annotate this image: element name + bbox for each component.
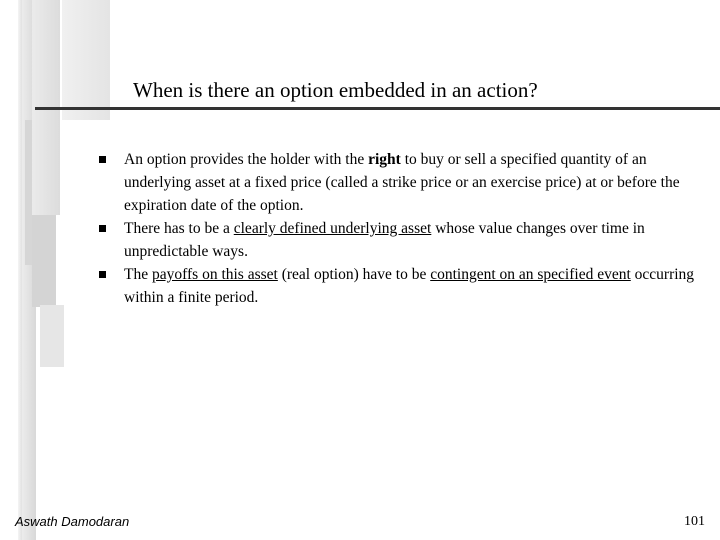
bullet-text: [124, 266, 694, 306]
bullet-item: [97, 148, 707, 217]
slide-title: When is there an option embedded in an action?: [133, 78, 538, 102]
decorative-bar: [32, 215, 56, 307]
bullet-text-segment: occurring within a finite period.: [124, 266, 695, 306]
bullet-text: [124, 220, 645, 260]
square-bullet-icon: [99, 271, 106, 278]
square-bullet-icon: [99, 156, 106, 163]
decorative-bar: [62, 0, 110, 120]
footer-author: Aswath Damodaran: [15, 514, 130, 529]
bullet-text-segment: contingent on an specified event: [430, 266, 631, 283]
bullet-item: [97, 217, 707, 263]
square-bullet-icon: [99, 225, 106, 232]
bullet-text-segment: payoffs on this asset: [151, 266, 278, 283]
bullet-text-segment: right: [368, 151, 401, 168]
page-number: 101: [684, 514, 705, 529]
bullet-text-segment: (real option) have to be: [277, 266, 431, 283]
bullet-text-segment: whose value changes over time in unpredictable ways.: [124, 220, 645, 260]
bullet-text-segment: clearly defined underlying asset: [233, 220, 432, 237]
decorative-bar: [40, 305, 64, 367]
bullet-text-segment: The: [124, 266, 152, 283]
bullet-text-segment: There has to be a: [124, 220, 234, 237]
title-divider: [35, 107, 720, 110]
bullet-text: [124, 151, 680, 214]
bullet-text-segment: An option provides the holder with the: [124, 151, 369, 168]
bullet-text-segment: to buy or sell a specified quantity of an underlying asset at a fixed price (called a strike price or an exercise price) at or before the expiration date of the option.: [124, 151, 680, 214]
bullet-list: [97, 148, 707, 309]
bullet-item: [97, 263, 707, 309]
